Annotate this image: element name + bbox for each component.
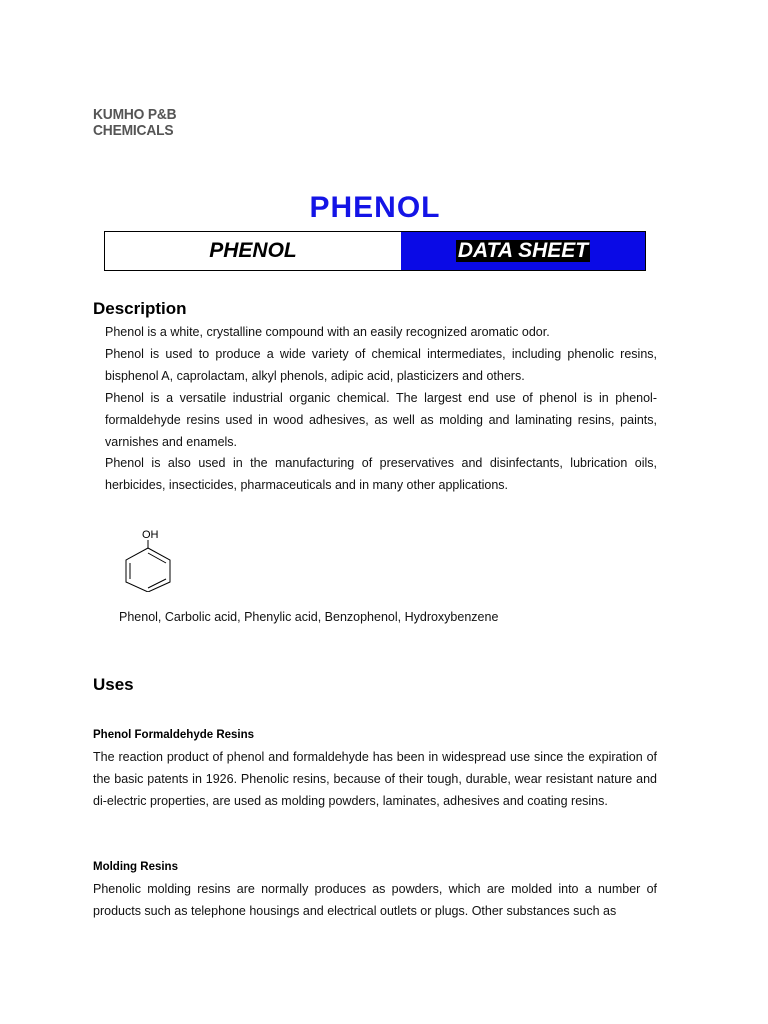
page-title: PHENOL [309, 191, 441, 224]
section-paragraph: Phenolic molding resins are normally produces as powders, which are molded into a number of products such as telephone housings and electrical outlets or plugs. Other substances such as [93, 882, 657, 918]
company-name-line2: CHEMICALS [93, 122, 174, 139]
synonyms-line: Phenol, Carbolic acid, Phenylic acid, Benzophenol, Hydroxybenzene [119, 610, 499, 624]
hydroxyl-label: OH [142, 529, 159, 541]
description-body [105, 322, 657, 497]
double-bond [148, 553, 166, 563]
uses-heading: Uses [93, 675, 134, 694]
description-heading: Description [93, 299, 187, 318]
description-paragraph: Phenol is a white, crystalline compound with an easily recognized aromatic odor. [105, 325, 550, 339]
phenol-structure-diagram [120, 526, 180, 592]
benzene-ring [126, 548, 170, 592]
company-name-line1: KUMHO P&B [93, 106, 177, 123]
company-logo-text [93, 107, 176, 139]
title-banner [104, 231, 646, 271]
section-paragraph: The reaction product of phenol and formaldehyde has been in widespread use since the expiration of the basic patents in 1926. Phenolic resins, because of their tough, durable, wear resistant nature and di-electric properties, are used as molding powders, laminates, adhesives and coating resins. [93, 750, 657, 808]
double-bond [148, 579, 166, 588]
description-paragraph: Phenol is also used in the manufacturing of preservatives and disinfectants, lubrication oils, herbicides, insecticides, pharmaceuticals and in many other applications. [105, 456, 657, 493]
description-paragraph: Phenol is used to produce a wide variety of chemical intermediates, including phenolic resins, bisphenol A, caprolactam, alkyl phenols, adipic acid, plasticizers and others. [105, 346, 657, 383]
banner-data-sheet-label: DATA SHEET [457, 239, 589, 262]
banner-data-sheet-box [401, 232, 645, 270]
description-paragraph: Phenol is a versatile industrial organic chemical. The largest end use of phenol is in phenol-formaldehyde resins used in wood adhesives, as well as molding and laminating resins, paints, varnishes and enamels. [105, 390, 657, 449]
section-body-molding-resins [93, 879, 657, 923]
section-heading-pf-resins: Phenol Formaldehyde Resins [93, 729, 255, 741]
banner-product-name: PHENOL [105, 232, 401, 270]
section-body-pf-resins [93, 747, 657, 813]
section-heading-molding-resins: Molding Resins [93, 861, 178, 873]
